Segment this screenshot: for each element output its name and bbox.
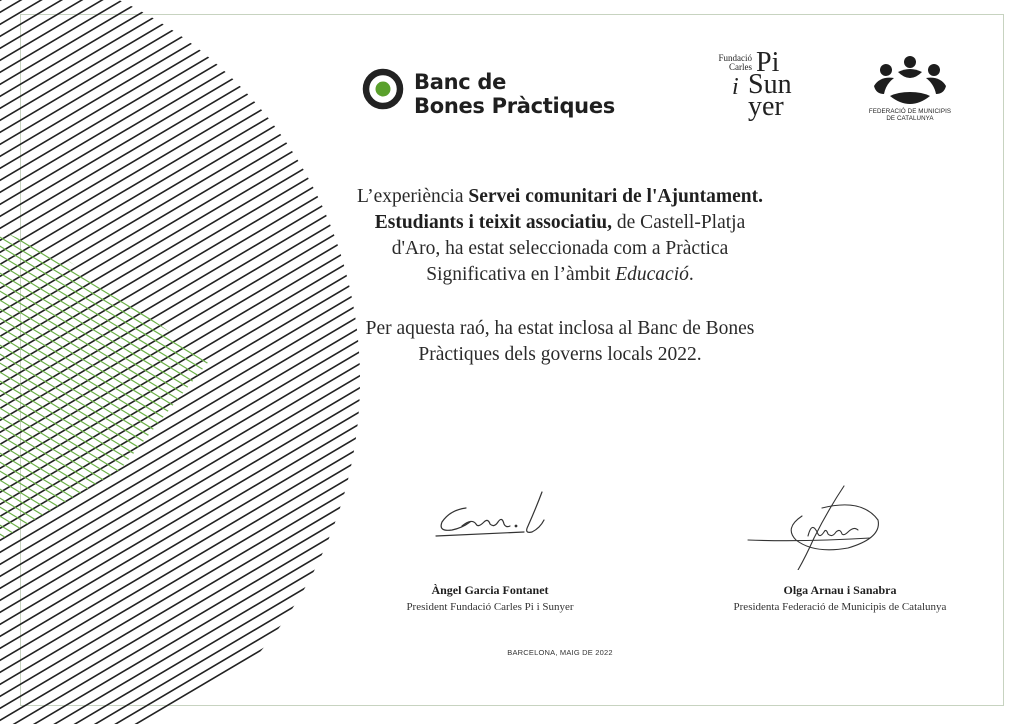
pi-logo-sun: Sun bbox=[748, 69, 792, 100]
people-circle-icon bbox=[860, 54, 960, 106]
target-circle-icon bbox=[362, 68, 404, 110]
certificate-body bbox=[300, 184, 820, 368]
pi-logo-pi: Pi bbox=[756, 47, 780, 78]
p1-end: . bbox=[688, 264, 694, 285]
signature-right bbox=[744, 480, 904, 570]
place-date: BARCELONA, MAIG DE 2022 bbox=[507, 648, 613, 657]
signatory-1-role: President Fundació Carles Pi i Sunyer bbox=[406, 601, 574, 613]
signatory-2-name: Olga Arnau i Sanabra bbox=[783, 583, 897, 597]
certificate-paragraph-2 bbox=[300, 316, 820, 368]
p1-municipality: de Castell-Platja bbox=[612, 212, 746, 233]
fmc-logo-line2: DE CATALUNYA bbox=[886, 115, 934, 122]
bank-logo-text bbox=[414, 70, 615, 118]
bank-logo-line1: Banc de bbox=[414, 70, 507, 94]
pi-logo-yer: yer bbox=[748, 91, 784, 122]
pi-logo-i: i bbox=[732, 74, 739, 100]
pi-sunyer-logo bbox=[718, 48, 808, 124]
pi-logo-carles: Carles bbox=[729, 62, 752, 72]
fmc-logo bbox=[860, 54, 960, 124]
certificate-paragraph-1 bbox=[300, 184, 820, 288]
signature-left bbox=[432, 486, 572, 548]
fmc-logo-line1: FEDERACIÓ DE MUNICIPIS bbox=[868, 108, 952, 115]
p2-line1: Per aquesta raó, ha estat inclosa al Banc de Bones bbox=[365, 318, 755, 339]
bank-logo-line2: Bones Pràctiques bbox=[414, 94, 615, 118]
p2-line2: Pràctiques dels governs locals 2022. bbox=[418, 344, 702, 365]
p1-intro: L’experiència bbox=[357, 186, 469, 207]
fmc-logo-text bbox=[860, 108, 960, 122]
p1-line3: d'Aro, ha estat seleccionada com a Pràctica bbox=[391, 238, 729, 259]
pi-logo-fundacio: Fundació bbox=[718, 53, 752, 63]
signatory-2-role: Presidenta Federació de Municipis de Catalunya bbox=[733, 601, 947, 613]
signatory-1-name: Àngel Garcia Fontanet bbox=[431, 583, 549, 597]
p1-bold-title-1: Servei comunitari de l'Ajuntament. bbox=[468, 186, 763, 207]
p1-line4: Significativa en l’àmbit bbox=[426, 264, 616, 285]
p1-area: Educació bbox=[615, 264, 689, 285]
p1-bold-title-2: Estudiants i teixit associatiu, bbox=[374, 212, 613, 233]
